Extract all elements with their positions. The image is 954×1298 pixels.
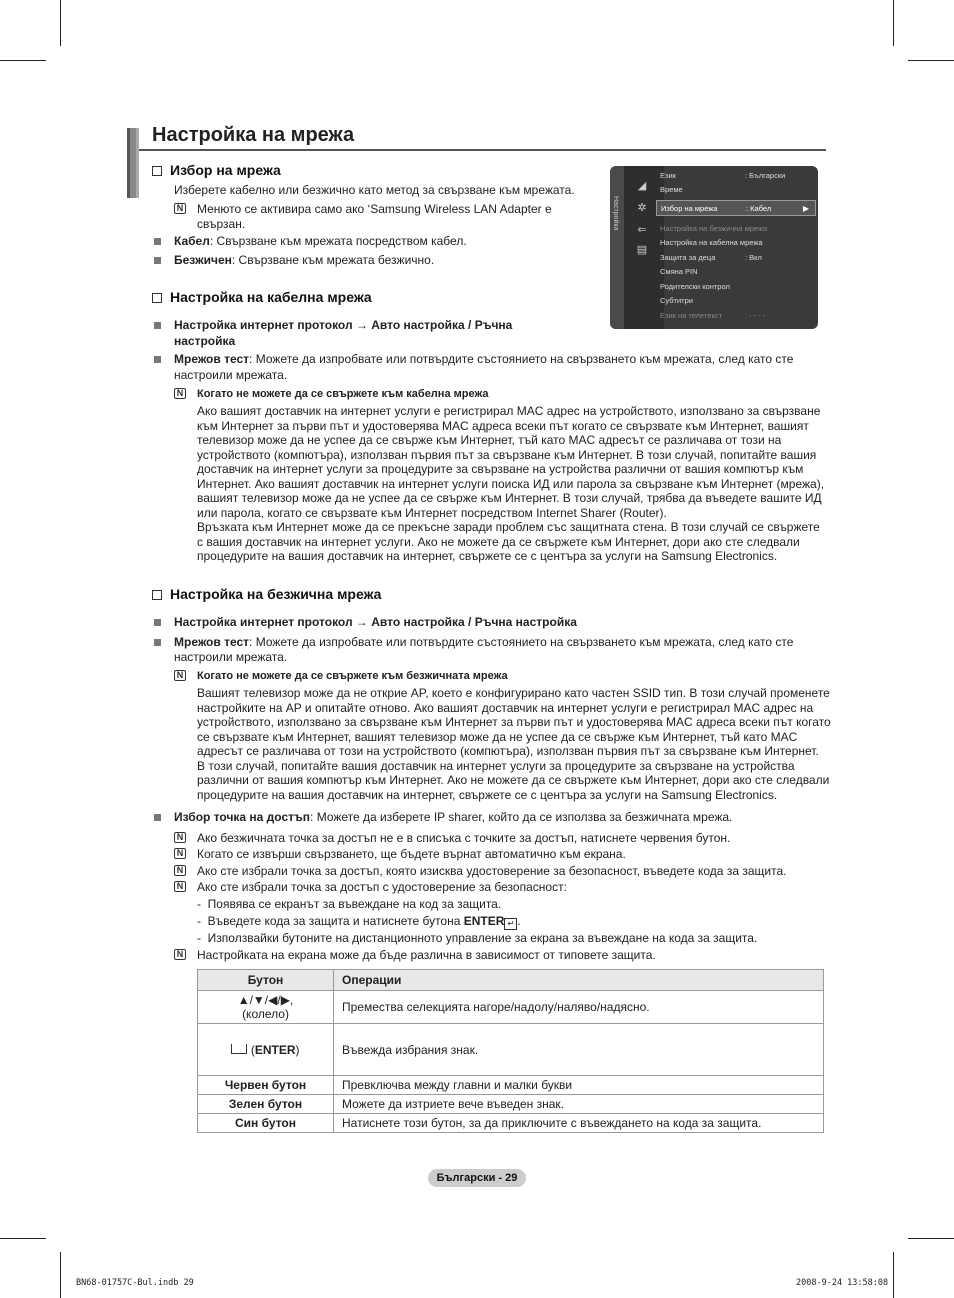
protocol-text: настройка — [174, 334, 236, 348]
section-heading-network-select: Избор на мрежа — [152, 162, 281, 178]
table-cell: Можете да изтриете вече въведен знак. — [334, 1095, 824, 1114]
protocol-text: Настройка интернет протокол → Авто настройка / Ръчна — [174, 318, 513, 332]
table-row — [198, 1095, 824, 1114]
crop-mark — [893, 1252, 894, 1298]
tv-menu-item: Защита за деца : Вкл — [660, 253, 762, 262]
tv-menu-item: Време — [660, 185, 683, 194]
table-cell: Превключва между главни и малки букви — [334, 1076, 824, 1095]
title-bar-decoration — [127, 128, 139, 198]
tv-menu-item: Език : Български — [660, 171, 786, 180]
gear-icon: ✲ — [637, 202, 647, 214]
tv-menu-item: Субтитри — [660, 296, 693, 305]
crop-mark — [908, 1238, 954, 1239]
bullet-icon — [154, 639, 161, 646]
section-heading-wireless-network: Настройка на безжична мрежа — [152, 586, 381, 602]
tv-menu-item: Език на телетекст : - - - - — [660, 311, 766, 320]
checkbox-icon — [152, 590, 162, 600]
table-row — [198, 1024, 824, 1076]
network-test-text: Мрежов тест: Можете да изпробвате или потвърдите състоянието на свързването към мрежата, след като сте — [174, 352, 794, 366]
table-header: Бутон — [198, 970, 334, 991]
network-test-text: настроили мрежата. — [174, 368, 288, 382]
tv-menu-side — [610, 166, 624, 329]
application-icon: ▤ — [636, 244, 648, 256]
table-row — [198, 1076, 824, 1095]
table-cell: Премества селекцията нагоре/надолу/наляво/надясно. — [334, 991, 824, 1024]
note-icon: N — [174, 848, 186, 859]
table-cell: Зелен бутон — [198, 1095, 334, 1114]
bullet-icon — [154, 257, 161, 264]
crop-mark — [60, 0, 61, 46]
tv-menu-icons — [624, 166, 664, 329]
tv-menu-item-selected: Избор на мрежа : Кабел ▶ — [656, 200, 816, 216]
enter-icon — [231, 1044, 247, 1054]
table-cell: ▲/▼/◀/▶, (колело) — [198, 991, 334, 1024]
note-icon: N — [174, 949, 186, 960]
table-row — [198, 1114, 824, 1133]
network-test-text: настроили мрежата. — [174, 650, 288, 664]
crop-mark — [60, 1252, 61, 1298]
tv-menu-side-label: Настройка — [612, 196, 619, 231]
note-icon: N — [174, 203, 186, 214]
dash-item: - Появява се екранът за въвеждане на код за защита. — [197, 897, 502, 911]
note-icon: N — [174, 865, 186, 876]
table-cell: (ENTER) — [198, 1024, 334, 1076]
page-title: Настройка на мрежа — [152, 124, 355, 146]
ap-note: Ако сте избрали точка за достъп с удостоверение за безопасност: — [197, 880, 567, 894]
crop-mark — [908, 60, 954, 61]
note-text: Менюто се активира само ако ‘Samsung Wireless LAN Adapter е свързан. — [197, 202, 552, 231]
bullet-icon — [154, 814, 161, 821]
bullet-icon — [154, 619, 161, 626]
wireless-note-lines: Вашият телевизор може да не открие AP, което е конфигурирано като частен SSID тип. В този случай променете настройките на AP и опитайте отново. Ако вашият доставчик на интернет услуги е регистрирал MAC адрес на устройството, използвано за свързване към Интернет за първи път и удостоверява MAC адреса всеки път когато се свързвате към Интернет, вашият телевизор може да не успее да се свърже към Интернет, тъй като MAC адресът се различава от този на устройството (компютъра), използван първия път за свързване към Интернет. В този случай, попитайте вашия доставчик на интернет услуги за процедурите за свързване на устройства различни от вашия компютър към Интернет. Ако не можете да се свържете към Интернет, дори ако сте следвали процедурите на вашия доставчик на интернет, свържете се с центъра за услуги на Samsung Electronics. — [197, 686, 831, 802]
table-row — [198, 991, 824, 1024]
table-cell: Натиснете този бутон, за да приключите с въвеждането на кода за защита. — [334, 1114, 824, 1133]
access-point-text: Избор точка на достъп: Можете да изберете IP sharer, който да се използва за безжичната мрежа. — [174, 810, 733, 824]
list-item: Кабел: Свързване към мрежата посредством кабел. — [174, 234, 467, 248]
dash-item: - Използвайки бутоните на дистанционното управление за екрана за въвеждане на кода за защита. — [197, 931, 758, 945]
print-date-info: 2008-9-24 13:58:08 — [796, 1278, 889, 1288]
protocol-text: Настройка интернет протокол → Авто настройка / Ръчна настройка — [174, 615, 577, 629]
picture-icon: ◢ — [637, 180, 647, 192]
table-cell: Въвежда избрания знак. — [334, 1024, 824, 1076]
print-file-info: BN68-01757C-Bul.indb 29 — [76, 1278, 194, 1288]
crop-mark — [0, 1238, 46, 1239]
checkbox-icon — [152, 166, 162, 176]
crop-mark — [0, 60, 46, 61]
ap-note: Ако безжичната точка за достъп не е в списъка с точките за достъп, натиснете червения бутон. — [197, 831, 731, 845]
crop-mark — [893, 0, 894, 46]
ap-note: Ако сте избрали точка за достъп, която изисква удостоверение за безопасност, въведете кода за защита. — [197, 864, 787, 878]
intro-text: Изберете кабелно или безжично като метод за свързване към мрежата. — [174, 183, 575, 197]
table-cell: Син бутон — [198, 1114, 334, 1133]
bullet-icon — [154, 322, 161, 329]
list-item: Безжичен: Свързване към мрежата безжично. — [174, 253, 435, 267]
ap-note: Когато се извърши свързването, ще бъдете върнат автоматично към екрана. — [197, 847, 626, 861]
tv-menu-item: Родителски контрол — [660, 282, 730, 291]
table-cell: Червен бутон — [198, 1076, 334, 1095]
table-header: Операции — [334, 970, 824, 991]
dash-item: - Въведете кода за защита и натиснете бутона ENTER ↵ . — [197, 914, 521, 928]
checkbox-icon — [152, 293, 162, 303]
title-rule — [139, 149, 826, 151]
arrow-right-icon: ▶ — [802, 204, 809, 213]
section-heading-wired-network: Настройка на кабелна мрежа — [152, 289, 372, 305]
note-icon: N — [174, 670, 186, 681]
tv-menu-item: Настройка на кабелна мрежа — [660, 238, 763, 247]
note-icon: N — [174, 832, 186, 843]
tv-menu-item: Настройка на безжична мрежа — [660, 224, 768, 233]
input-icon: ⇐ — [637, 224, 647, 236]
note-title: Когато не можете да се свържете към безжичната мрежа — [197, 670, 508, 682]
note-icon: N — [174, 388, 186, 399]
tv-menu-item: Смяна PIN — [660, 267, 698, 276]
note-icon: N — [174, 881, 186, 892]
operations-table — [197, 969, 824, 1133]
tv-menu-screenshot — [610, 166, 818, 329]
enter-icon: ↵ — [504, 918, 517, 930]
note-title: Когато не можете да се свържете към кабелна мрежа — [197, 388, 489, 400]
network-test-text: Мрежов тест: Можете да изпробвате или потвърдите състоянието на свързването към мрежата, след като сте — [174, 635, 794, 649]
bullet-icon — [154, 356, 161, 363]
wired-note-lines: Ако вашият доставчик на интернет услуги е регистрирал MAC адрес на устройството, използвано за свързване към Интернет за първи път и удостоверява MAC адреса всеки път когато се свързвате към Интернет, вашият телевизор може да не успее да се свърже към Интернет, тъй като MAC адресът се различава от този на устройството (компютъра), използван първия път за свързване към Интернет. В този случай, попитайте вашия доставчик на интернет услуги за процедурите за свързване на устройства различни от вашия компютър към Интернет. Ако вашият доставчик на интернет услуги поиска ИД или парола за свързване към Интернет (мрежа), вашият телевизор може да не успее да се свърже към Интернет. В този случай, трябва да въведете вашите ИД или парола, когато се свързвате към Интернет посредством Internet Sharer (Router). Връзката към Интернет може да се прекъсне заради проблем със защитната стена. В този случай се свържете с вашия доставчик на интернет услуги. Ако не можете да се свържете към Интернет, дори ако сте следвали процедурите на вашия доставчик на интернет, свържете се с центъра за услуги на Samsung Electronics. — [197, 404, 825, 563]
bullet-icon — [154, 238, 161, 245]
page-number-badge: Български - 29 — [428, 1169, 526, 1187]
last-note: Настройката на екрана може да бъде различна в зависимост от типовете защита. — [197, 948, 656, 962]
